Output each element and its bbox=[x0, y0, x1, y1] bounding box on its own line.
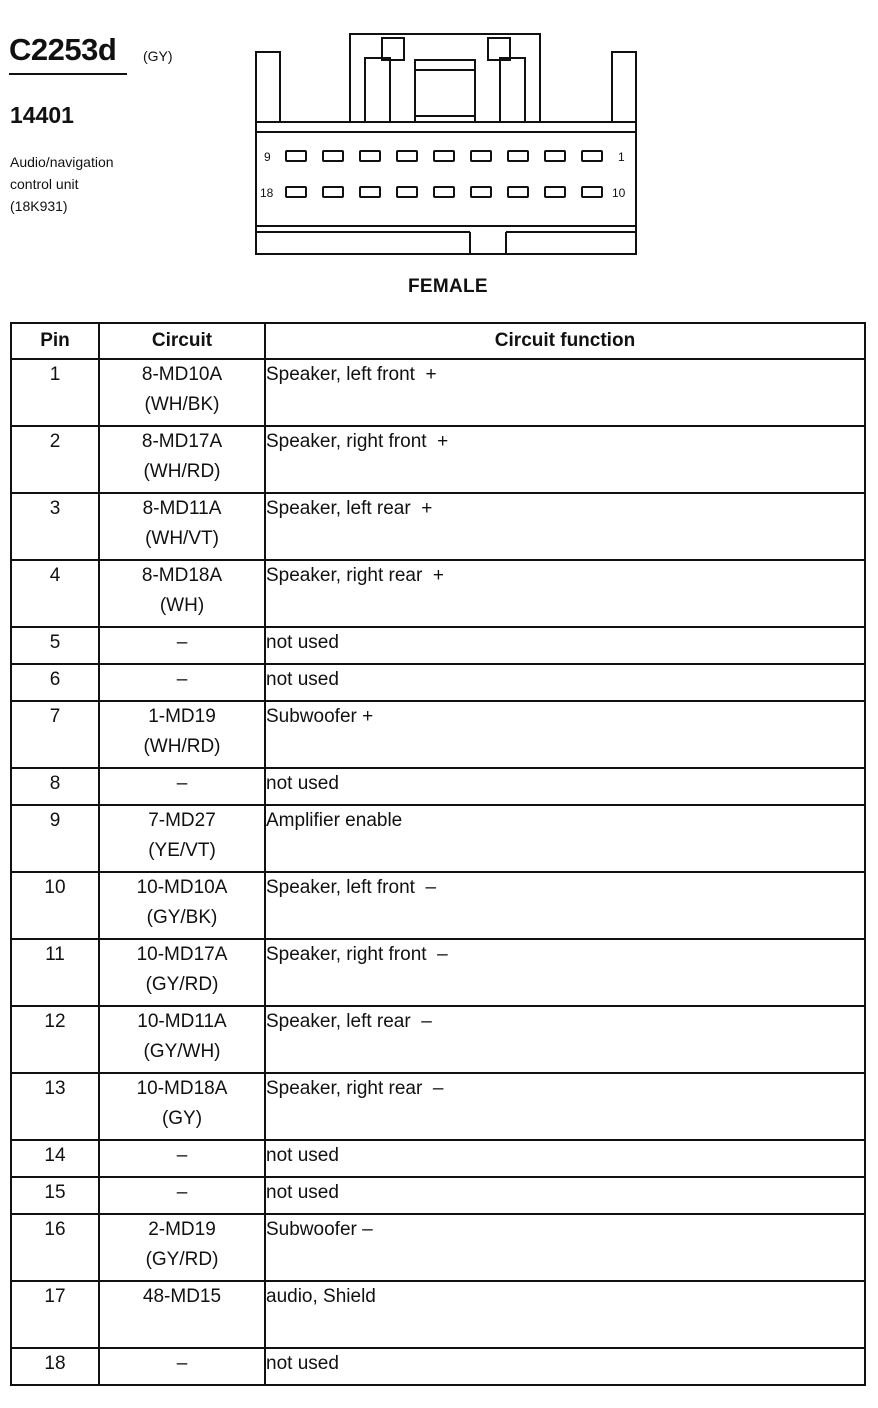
circuit-id: 8-MD18A bbox=[141, 565, 223, 586]
circuit-cell bbox=[99, 426, 265, 493]
circuit-id: 10-MD10A bbox=[136, 877, 228, 898]
column-header-pin: Pin bbox=[11, 323, 99, 359]
table-row bbox=[11, 426, 865, 493]
pin-number: 12 bbox=[11, 1006, 99, 1073]
pin-number: 15 bbox=[11, 1177, 99, 1214]
table-row bbox=[11, 1073, 865, 1140]
pin-number: 5 bbox=[11, 627, 99, 664]
pin-number: 1 bbox=[11, 359, 99, 426]
connector-gender: FEMALE bbox=[408, 276, 488, 297]
table-row bbox=[11, 872, 865, 939]
wire-color: (WH/RD) bbox=[143, 736, 221, 757]
wire-color: (YE/VT) bbox=[148, 840, 216, 861]
wire-color: (WH/VT) bbox=[145, 528, 219, 549]
circuit-cell bbox=[99, 939, 265, 1006]
circuit-id: 1-MD19 bbox=[148, 706, 216, 727]
circuit-cell bbox=[99, 1140, 265, 1177]
wire-color: (GY/BK) bbox=[146, 907, 218, 928]
table-row bbox=[11, 805, 865, 872]
description-line: control unit bbox=[10, 176, 79, 192]
circuit-id: – bbox=[176, 1145, 188, 1166]
wire-color: (WH/BK) bbox=[144, 394, 220, 415]
circuit-function: Speaker, right rear – bbox=[265, 1073, 865, 1140]
circuit-cell bbox=[99, 1006, 265, 1073]
circuit-function: not used bbox=[265, 664, 865, 701]
circuit-function: Speaker, left front – bbox=[265, 872, 865, 939]
pin-number: 6 bbox=[11, 664, 99, 701]
circuit-id: – bbox=[176, 1353, 188, 1374]
table-row bbox=[11, 1006, 865, 1073]
pin-number: 13 bbox=[11, 1073, 99, 1140]
pin-number: 14 bbox=[11, 1140, 99, 1177]
circuit-function: not used bbox=[265, 627, 865, 664]
connector-color-code: (GY) bbox=[143, 48, 173, 64]
circuit-cell bbox=[99, 1281, 265, 1348]
table-row bbox=[11, 359, 865, 426]
circuit-id: – bbox=[176, 773, 188, 794]
description-line: Audio/navigation bbox=[10, 154, 114, 170]
table-row bbox=[11, 627, 865, 664]
component-description bbox=[10, 151, 190, 217]
connector-id: C2253d bbox=[9, 32, 117, 67]
circuit-function: not used bbox=[265, 1140, 865, 1177]
circuit-function: Speaker, left rear – bbox=[265, 1006, 865, 1073]
circuit-id: 10-MD18A bbox=[136, 1078, 228, 1099]
circuit-id: 48-MD15 bbox=[142, 1286, 222, 1307]
circuit-id: – bbox=[176, 632, 188, 653]
wire-color: (GY/RD) bbox=[145, 974, 219, 995]
pin-row-lower bbox=[286, 187, 602, 197]
circuit-cell bbox=[99, 1348, 265, 1385]
circuit-function: Speaker, right front + bbox=[265, 426, 865, 493]
circuit-function: Speaker, right rear + bbox=[265, 560, 865, 627]
connector-header bbox=[0, 0, 878, 320]
circuit-cell bbox=[99, 627, 265, 664]
wire-color: (WH/RD) bbox=[143, 461, 221, 482]
circuit-cell bbox=[99, 493, 265, 560]
circuit-function: Subwoofer – bbox=[265, 1214, 865, 1281]
circuit-cell bbox=[99, 701, 265, 768]
circuit-id: 8-MD11A bbox=[142, 498, 222, 519]
circuit-cell bbox=[99, 1073, 265, 1140]
circuit-id: 7-MD27 bbox=[148, 810, 216, 831]
wire-color: (GY/WH) bbox=[143, 1041, 221, 1062]
pin-number: 16 bbox=[11, 1214, 99, 1281]
circuit-cell bbox=[99, 805, 265, 872]
circuit-function: not used bbox=[265, 1177, 865, 1214]
pin-number: 17 bbox=[11, 1281, 99, 1348]
circuit-id: 2-MD19 bbox=[148, 1219, 216, 1240]
table-row bbox=[11, 1140, 865, 1177]
circuit-id: 10-MD17A bbox=[136, 944, 228, 965]
circuit-function: Speaker, left front + bbox=[265, 359, 865, 426]
pin-row-upper bbox=[286, 151, 602, 161]
part-number: 14401 bbox=[10, 102, 74, 128]
circuit-cell bbox=[99, 664, 265, 701]
circuit-function: Speaker, right front – bbox=[265, 939, 865, 1006]
column-header-function: Circuit function bbox=[265, 323, 865, 359]
circuit-function: Amplifier enable bbox=[265, 805, 865, 872]
table-row bbox=[11, 1348, 865, 1385]
circuit-function: Speaker, left rear + bbox=[265, 493, 865, 560]
circuit-function: not used bbox=[265, 768, 865, 805]
pinout-table bbox=[10, 322, 866, 1386]
circuit-function: audio, Shield bbox=[265, 1281, 865, 1348]
description-line: (18K931) bbox=[10, 198, 68, 214]
circuit-function: not used bbox=[265, 1348, 865, 1385]
circuit-cell bbox=[99, 768, 265, 805]
pin-label: 1 bbox=[618, 150, 625, 164]
pin-number: 10 bbox=[11, 872, 99, 939]
column-header-circuit: Circuit bbox=[99, 323, 265, 359]
wire-color: (GY) bbox=[161, 1108, 203, 1129]
pin-label: 9 bbox=[264, 150, 271, 164]
table-row bbox=[11, 939, 865, 1006]
circuit-cell bbox=[99, 872, 265, 939]
table-row bbox=[11, 1177, 865, 1214]
table-row bbox=[11, 1214, 865, 1281]
table-row bbox=[11, 664, 865, 701]
wire-color: (GY/RD) bbox=[145, 1249, 219, 1270]
table-header-row bbox=[11, 323, 865, 359]
pin-number: 11 bbox=[11, 939, 99, 1006]
pin-number: 9 bbox=[11, 805, 99, 872]
connector-face-diagram bbox=[250, 30, 642, 258]
table-row bbox=[11, 768, 865, 805]
pin-number: 4 bbox=[11, 560, 99, 627]
pin-number: 2 bbox=[11, 426, 99, 493]
pin-number: 7 bbox=[11, 701, 99, 768]
pin-label: 18 bbox=[260, 186, 274, 200]
circuit-cell bbox=[99, 359, 265, 426]
table-row bbox=[11, 701, 865, 768]
circuit-id: 8-MD17A bbox=[141, 431, 223, 452]
connector-id-underline bbox=[9, 73, 127, 75]
circuit-id: 10-MD11A bbox=[137, 1011, 227, 1032]
pin-number: 8 bbox=[11, 768, 99, 805]
circuit-cell bbox=[99, 560, 265, 627]
circuit-function: Subwoofer + bbox=[265, 701, 865, 768]
circuit-id: – bbox=[176, 1182, 188, 1203]
table-row bbox=[11, 560, 865, 627]
circuit-cell bbox=[99, 1177, 265, 1214]
pin-label: 10 bbox=[612, 186, 626, 200]
circuit-id: 8-MD10A bbox=[141, 364, 223, 385]
wire-color: (WH) bbox=[159, 595, 205, 616]
table-row bbox=[11, 493, 865, 560]
circuit-id: – bbox=[176, 669, 188, 690]
pin-number: 3 bbox=[11, 493, 99, 560]
pin-number: 18 bbox=[11, 1348, 99, 1385]
circuit-cell bbox=[99, 1214, 265, 1281]
table-row bbox=[11, 1281, 865, 1348]
